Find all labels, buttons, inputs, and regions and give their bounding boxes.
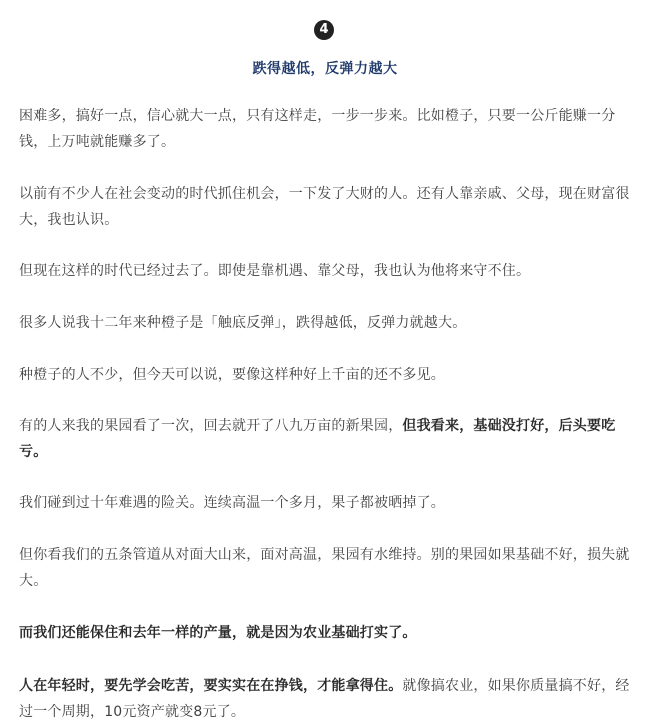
paragraph-9 (19, 620, 631, 646)
paragraph-10-emphasis: 人在年轻时，要先学会吃苦，要实实在在挣钱，才能拿得住。 (19, 678, 403, 694)
paragraph-8: 但你看我们的五条管道从对面大山来，面对高温，果园有水维持。别的果园如果基础不好，损失就大。 (19, 547, 630, 589)
paragraph-6 (19, 413, 631, 465)
paragraph-10 (19, 673, 631, 725)
section-title: 跌得越低，反弹力越大 (252, 61, 398, 77)
paragraph-6-emphasis: 但我看来，基础没打好，后头要吃亏。 (19, 418, 616, 460)
paragraph-3: 但现在这样的时代已经过去了。即使是靠机遇、靠父母，我也认为他将来守不住。 (19, 263, 531, 279)
paragraph-4: 很多人说我十二年来种橙子是「触底反弹」，跌得越低，反弹力就越大。 (19, 315, 467, 331)
section-number-badge: 4 (314, 20, 334, 40)
paragraph-7: 我们碰到过十年难遇的险关。连续高温一个多月，果子都被晒掉了。 (19, 495, 445, 511)
paragraph-5: 种橙子的人不少，但今天可以说，要像这样种好上千亩的还不多见。 (19, 367, 445, 383)
paragraph-10-text: 就像搞农业，如果你质量搞不好，经过一个周期，10元资产就变8元了。 (19, 678, 630, 720)
paragraph-9-emphasis: 而我们还能保住和去年一样的产量，就是因为农业基础打实了。 (19, 625, 417, 641)
paragraph-2: 以前有不少人在社会变动的时代抓住机会，一下发了大财的人。还有人靠亲戚、父母，现在财富很大，我也认识。 (19, 186, 630, 228)
paragraph-6-text: 有的人来我的果园看了一次，回去就开了八九万亩的新果园， (19, 418, 403, 434)
paragraph-1: 困难多，搞好一点，信心就大一点，只有这样走，一步一步来。比如橙子，只要一公斤能赚一分钱，上万吨就能赚多了。 (19, 108, 616, 150)
